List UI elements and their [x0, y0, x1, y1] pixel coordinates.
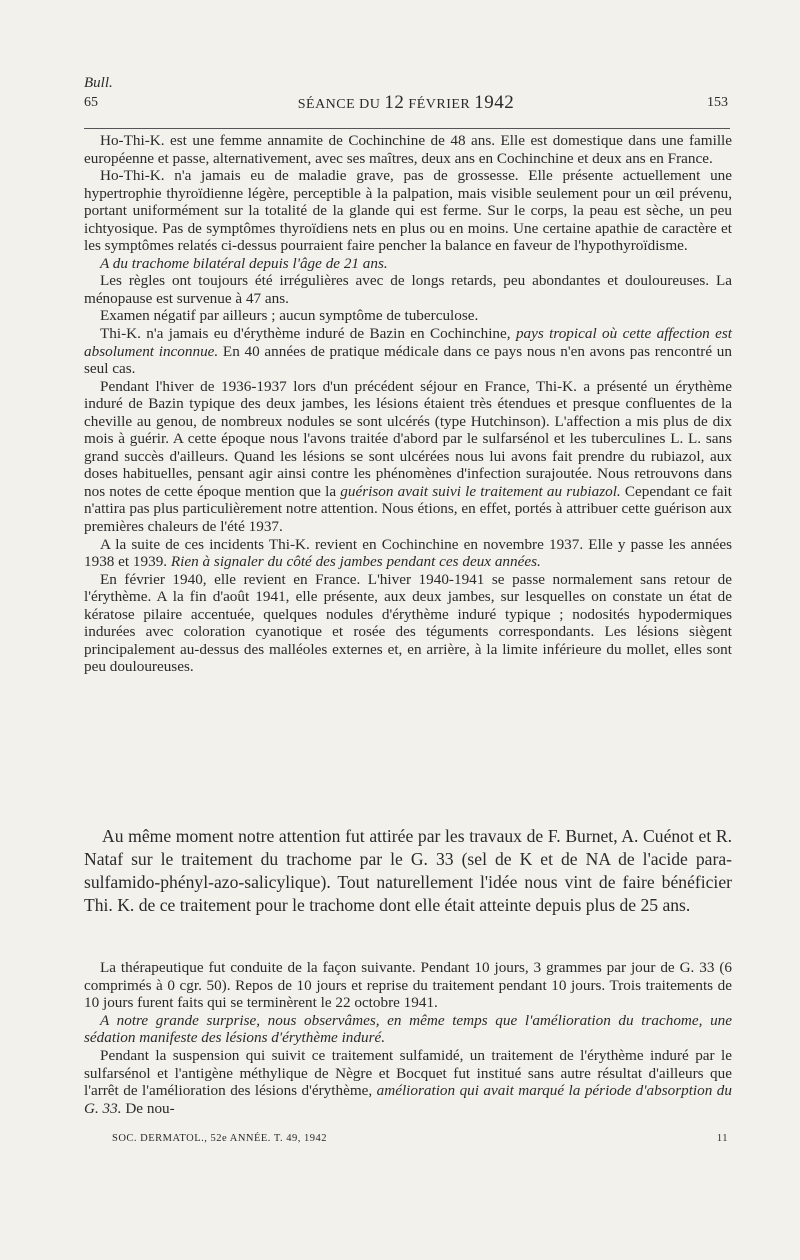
paragraph: Les règles ont toujours été irrégulières avec de longs retards, peu abondantes et douloureuses. La ménopause est survenue à 47 ans. — [84, 272, 732, 307]
paragraph: Thi-K. n'a jamais eu d'érythème induré de Bazin en Cochinchine, pays tropical où cette affection est absolument inconnue. En 40 années de pratique médicale dans ce pays nous n'en avons pas rencontré un seul cas. — [84, 325, 733, 378]
main-text — [84, 132, 732, 676]
paragraph: Pendant l'hiver de 1936-1937 lors d'un précédent séjour en France, Thi-K. a présenté un érythème induré de Bazin typique des deux jambes, les lésions étaient très étendues et presque confluentes de la cheville au genou, de nombreux nodules se sont ulcérés (type Hutchinson). L'affection a mis plus de dix mois à guérir. A cette époque nous l'avons traitée d'abord par le sulfarsénol et les tuberculines L. L. sans grand succès d'ailleurs. Quand les lésions se sont ulcérées nous lui avons fait prendre du rubiazol, aux doses habituelles, pensant agir ainsi contre les phénomènes d'infection surajoutée. Nous retrouvons dans nos notes de cette époque mention que la guérison avait suivi le traitement au rubiazol. Cependant ce fait n'attira pas plus particulièrement notre attention. Nous étions, en effet, portés à attribuer cette guérison aux premières chaleurs de l'été 1937. — [84, 377, 732, 536]
paragraph: En février 1940, elle revient en France. L'hiver 1940-1941 se passe normalement sans retour de l'érythème. A la fin d'août 1941, elle présente, aux deux jambes, sur lesquelles on constate un état de kératose pilaire accentuée, quelques nodules d'érythème induré typique ; nodosités hypodermiques indurées avec coloration cyanotique et rosée des téguments correspondants. Les lésions siègent principalement au-dessus des malléoles externes et, en arrière, à la limite inférieure du mollet, elles sont peu douloureuses. — [84, 570, 732, 676]
paragraph: A la suite de ces incidents Thi-K. revient en Cochinchine en novembre 1937. Elle y passe les années 1938 et 1939. Rien à signaler du côté des jambes pendant ces deux années. — [84, 535, 732, 571]
library-stamp: Bull. — [84, 75, 113, 91]
header-left-number: 65 — [84, 95, 98, 110]
signature-mark: 11 — [716, 1133, 728, 1144]
paragraph: Pendant la suspension qui suivit ce traitement sulfamidé, un traitement de l'érythème induré par le sulfarsénol et l'antigène méthylique de Nègre et Bocquet fut institué sans autre résultat d'ailleurs que l'arrêt de l'amélioration des lésions d'érythème, amélioration qui avait marqué la période d'absorption du G. 33. De nou- — [84, 1046, 732, 1117]
header-rule — [84, 128, 730, 129]
running-header — [84, 92, 728, 114]
page-number: 153 — [707, 95, 728, 110]
paragraph: Examen négatif par ailleurs ; aucun symptôme de tuberculose. — [100, 307, 479, 325]
paragraph: A du trachome bilatéral depuis l'âge de 21 ans. — [100, 254, 388, 272]
lead-paragraph: Au même moment notre attention fut attirée par les travaux de F. Burnet, A. Cuénot et R. Nataf sur le traitement du trachome par le G. 33 (sel de K et de NA de l'acide para-sulfamido-phényl-azo-salicylique). Tout naturellement l'idée nous vint de faire bénéficier Thi. K. de ce traitement pour le trachome dont elle était atteinte depuis plus de 25 ans. — [84, 826, 732, 915]
paragraph: Ho-Thi-K. est une femme annamite de Cochinchine de 48 ans. Elle est domestique dans une famille européenne et passe, alternativement, avec ses maîtres, deux ans en Cochinchine et deux ans en France. — [84, 132, 732, 167]
paragraph: La thérapeutique fut conduite de la façon suivante. Pendant 10 jours, 3 grammes par jour de G. 33 (6 comprimés à 0 cgr. 50). Repos de 10 jours et reprise du traitement pendant 10 jours. Trois traitements de 10 jours furent faits qui se terminèrent le 22 octobre 1941. — [84, 959, 732, 1012]
paragraph: Ho-Thi-K. n'a jamais eu de maladie grave, pas de grossesse. Elle présente actuellement une hypertrophie thyroïdienne légère, perceptible à la palpation, mais visible seulement pour un œil prévenu, portant uniformément sur la totalité de la glande qui est ferme. Sur le corps, la peau est sèche, un peu ichtyosique. Pas de symptômes thyroïdiens nets en plus ou en moins. Une certaine apathie de caractère et les symptômes relatés ci-dessus pourraient faire pencher la balance en faveur de l'hypothyroïdisme. — [84, 167, 732, 255]
bottom-text — [84, 959, 732, 1117]
header-title: SÉANCE DU 12 FÉVRIER 1942 — [297, 92, 515, 113]
footer-citation: SOC. DERMATOL., 52e ANNÉE. T. 49, 1942 — [112, 1133, 328, 1144]
paragraph: A notre grande surprise, nous observâmes, en même temps que l'amélioration du trachome, une sédation manifeste des lésions d'érythème induré. — [84, 1011, 732, 1047]
page-footer — [112, 1132, 728, 1146]
